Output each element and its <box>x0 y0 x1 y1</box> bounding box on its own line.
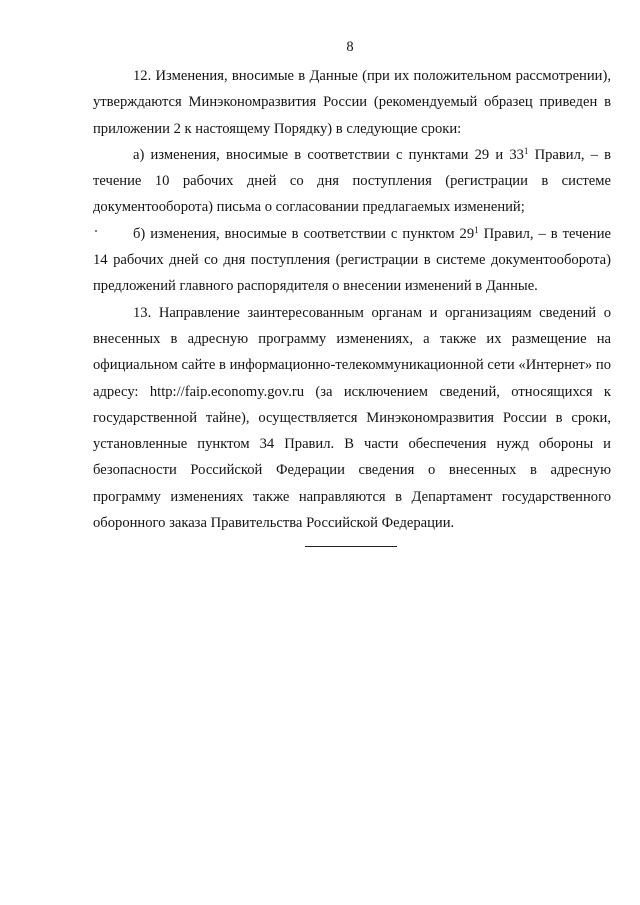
superscript: 1 <box>523 145 529 156</box>
paragraph-12-b-text-start: б) изменения, вносимые в соответствии с пунктом 29 <box>133 225 475 242</box>
page-number: 8 <box>346 39 354 55</box>
paragraph-12-b-text-end: Правил, – в течение 14 рабочих дней со дня поступления (регистрации в системе документооборота) предложений главного распорядителя о внесении изменений в Данные. <box>93 225 612 295</box>
superscript: 1 <box>474 224 479 235</box>
document-body <box>93 63 611 536</box>
paragraph-12: 12. Изменения, вносимые в Данные (при их положительном рассмотрении), утверждаются Минэкономразвития России (рекомендуемый образец приведен в приложении 2 к настоящему Порядку) в следующие сроки: <box>93 68 611 137</box>
scan-speck <box>95 230 97 232</box>
paragraph-12-a-text-start: а) изменения, вносимые в соответствии с пунктами 29 и 33 <box>133 146 524 163</box>
end-divider-line <box>305 546 397 547</box>
paragraph-12-a <box>93 142 611 221</box>
paragraph-13: 13. Направление заинтересованным органам и организациям сведений о внесенных в адресную программу изменениях, а также их размещение на официальном сайте в информационно-телекоммуникационной сети «Интернет» по адресу: http://faip.economy.gov.ru (за исключением сведений, относящихся к государственной тайне), осуществляется Минэкономразвития России в сроки, установленные пунктом 34 Правил. В части обеспечения нужд обороны и безопасности Российской Федерации сведения о внесенных в адресную программу изменениях также направляются в Департамент государственного оборонного заказа Правительства Российской Федерации. <box>93 304 611 532</box>
paragraph-12-a-text-end: Правил, – в течение 10 рабочих дней со дня поступления (регистрации в системе документооборота) письма о согласовании предлагаемых изменений; <box>93 146 611 216</box>
paragraph-12-b <box>93 221 611 300</box>
